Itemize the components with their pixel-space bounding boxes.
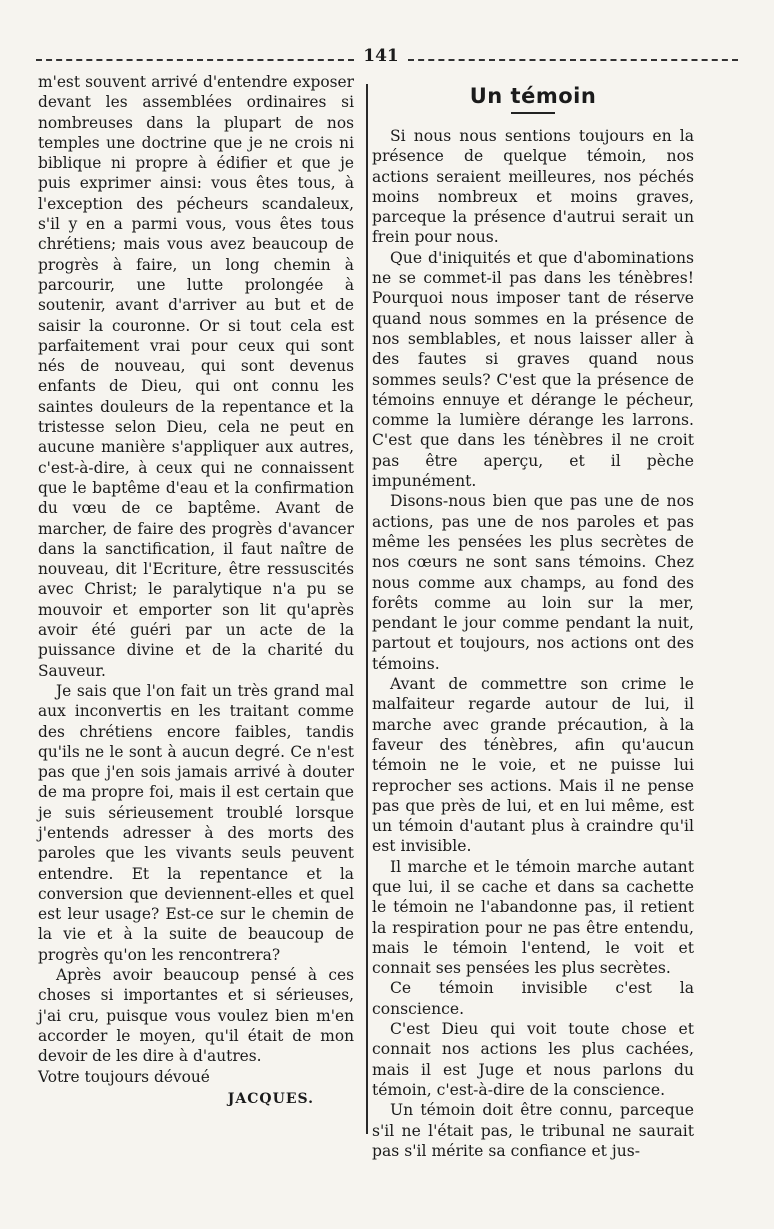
article-paragraph-4: Avant de commettre son crime le malfaiteur regarde autour de lui, il marche avec grande précaution, à la faveur des ténèbres, afin qu'aucun témoin ne le voie, et ne puisse lui reprocher ses actions. Mais il ne pense pas que près de lui, et en lui même, est un témoin d'autant plus à craindre qu'il est invisible. (372, 675, 694, 856)
letter-paragraph-2: Je sais que l'on fait un très grand mal aux inconvertis en les traitant comme des chrétiens encore faibles, tandis qu'ils ne le sont à aucun degré. Ce n'est pas que j'en sois jamais arrivé à douter de ma propre foi, mais il est certain que je suis sérieusement troublé lorsque j'entends adresser à des morts des paroles que les vivants seuls peuvent entendre. Et la repentance et la conversion que deviennent-elles et quel est leur usage? Est-ce sur le chemin de la vie et à la suite de beaucoup de progrès qu'on les rencontrera? (38, 681, 354, 964)
page-header (36, 46, 738, 70)
article-paragraph-3: Disons-nous bien que pas une de nos actions, pas une de nos paroles et pas même les pensées les plus secrètes de nos cœurs ne sont sans témoins. Chez nous comme aux champs, au fond des forêts comme au loin sur la mer, pendant le jour comme pendant la nuit, partout et toujours, nos actions ont des témoins. (372, 492, 694, 673)
right-column (372, 78, 694, 1161)
article-paragraph-8: Un témoin doit être connu, parceque s'il ne l'était pas, le tribunal ne saurait pas s'il mérite sa confiance et jus- (372, 1101, 694, 1160)
article-paragraph-5: Il marche et le témoin marche autant que lui, il se cache et dans sa cachette le témoin ne l'abandonne pas, il retient la respiration pour ne pas être entendu, mais le témoin l'entend, le voit et connait ses pensées les plus secrètes. (372, 857, 694, 978)
article-title: Un témoin (469, 84, 597, 108)
left-column (38, 72, 354, 1109)
article-paragraph-2: Que d'iniquités et que d'abominations ne se commet-il pas dans les ténèbres! Pourquoi nous imposer tant de réserve quand nous sommes en la présence de nos semblables, et nous laisser aller à des fautes si graves quand nous sommes seuls? C'est que la présence de témoins ennuye et dérange le pécheur, comme la lumière dérange les larrons. C'est que dans les ténèbres il ne croit pas être aperçu, et il pèche impunément. (372, 248, 694, 491)
article-paragraph-1: Si nous nous sentions toujours en la présence de quelque témoin, nos actions seraient meilleures, nos péchés moins nombreux et moins graves, parceque la présence d'autrui serait un frein pour nous. (372, 127, 694, 247)
letter-paragraph-1: m'est souvent arrivé d'entendre exposer devant les assemblées ordinaires si nombreuses dans la plupart de nos temples une doctrine que je ne crois ni biblique ni propre à édifier et que je puis exprimer ainsi: vous êtes tous, à l'exception des pécheurs scandaleux, s'il y en a parmi vous, vous êtes tous chrétiens; mais vous avez beaucoup de progrès à faire, un long chemin à parcourir, une lutte prolongée à soutenir, avant d'arriver au but et de saisir la couronne. Or si tout cela est parfaitement vrai pour ceux qui sont nés de nouveau, qui sont devenus enfants de Dieu, qui ont connu les saintes douleurs de la repentance et la tristesse selon Dieu, cela ne peut en aucune manière s'appliquer aux autres, c'est-à-dire, à ceux qui ne connaissent que le baptême d'eau et la confirmation du vœu de ce baptême. Avant de marcher, de faire des progrès d'avancer dans la sanctification, il faut naître de nouveau, dit l'Ecriture, être ressuscités avec Christ; le paralytique n'a pu se mouvoir et emporter son lit qu'après avoir été guéri par un acte de la puissance divine et de la charité du Sauveur. (38, 73, 354, 680)
letter-paragraph-3: Après avoir beaucoup pensé à ces choses si importantes et si sérieuses, j'ai cru, puisque vous voulez bien m'en accorder le moyen, qu'il était de mon devoir de les dire à d'autres. (38, 966, 354, 1066)
article-paragraph-6: Ce témoin invisible c'est la conscience. (372, 979, 694, 1018)
article-paragraph-7: C'est Dieu qui voit toute chose et connait nos actions les plus cachées, mais il est Juge et nous parlons du témoin, c'est-à-dire de la conscience. (372, 1020, 694, 1099)
letter-signature: JACQUES. (227, 1090, 314, 1107)
header-rule-left (36, 59, 354, 61)
letter-closing: Votre toujours dévoué (38, 1067, 210, 1086)
column-divider (366, 84, 368, 1134)
title-rule (511, 112, 555, 114)
header-rule-right (408, 59, 738, 61)
page-number: 141 (363, 46, 399, 66)
